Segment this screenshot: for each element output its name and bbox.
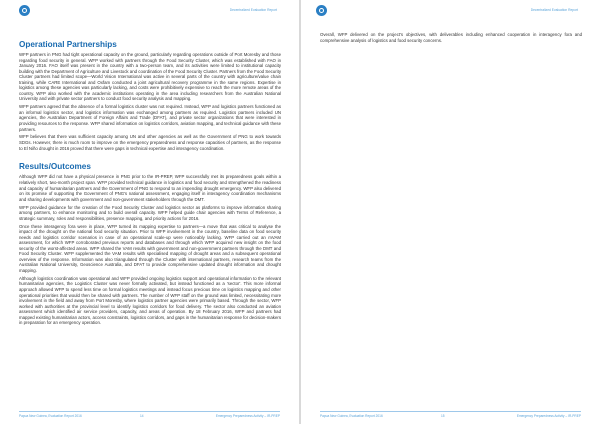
paragraph: Although WFP did not have a physical presence in PNG prior to the IR-PREP, WFP successfully met its preparedness goals within a relatively short, two-month project span. WFP provided technical guidance in logistics and food security and strengthened the readiness and capacity of humanitarian partners and the Government of PNG to respond to an impending drought emergency. WFP also delivered on its promise of supporting the Government of PNG's national assessment, engaging itself in interagency coordination mechanisms and sharing developments with government and non-government stakeholders through the DMT. (19, 174, 281, 202)
running-head: Decentralized Evaluation Report (229, 8, 277, 12)
left-page (0, 0, 299, 424)
paragraph: Although logistics coordination was operational and WFP provided ongoing logistics support and operational information to the relevant humanitarian agencies, the Logistics Cluster was never formally activated, but instead functioned as a 'sector'. This more informal approach allowed WFP to spend less time on formal logistics meetings and instead focus precious time on logistics mapping and other operational priorities that would then be shared with partners. The number of WFP staff on the ground was limited, necessitating more involvement in the field and away from Port Moresby, where logistics partner agencies were primarily based. Through the sector, WFP worked with authorities at the provincial level to identify logistics corridors for food delivery. The sector also conducted an aviation assessment which identified air service providers, capacity, and areas of operation. By 18 February 2016, WFP and partners had mapped existing humanitarian actors, access constraints, logistics corridors, and gaps in the humanitarian response for decision-makers in preparation for an emergency operation. (19, 275, 281, 326)
footer-divider (19, 411, 280, 412)
paragraph: Overall, WFP delivered on the project's objectives, with deliverables including enhanced cooperation in interagency fora and comprehensive analysis of logistics and food security concerns. (320, 32, 582, 43)
wfp-logo-icon (316, 5, 327, 16)
footer-left: Papua New Guinea, Evaluation Report 2016 (320, 414, 383, 418)
left-page-body (19, 40, 281, 328)
paragraph: WFP believes that there was sufficient capacity among UN and other agencies as well as the Government of PNG to work towards SDGs. However, there is much room to improve on the emergency preparedness and response capacities of partners, as the response to El Niño drought in 2016 proved that there were gaps in technical expertise and interagency coordination. (19, 134, 281, 151)
right-page (301, 0, 600, 424)
heading-results-outcomes: Results/Outcomes (19, 162, 91, 172)
right-page-body (320, 32, 582, 45)
footer-right: Emergency Preparedness Activity – IR-PREP (516, 414, 581, 418)
page-number: 15 (441, 414, 445, 418)
heading-operational-partnerships: Operational Partnerships (19, 40, 117, 49)
footer-divider (320, 411, 581, 412)
paragraph: WFP provided guidance for the creation of the Food Security Cluster and logistics sector as platforms to improve information sharing among partners, to enhance monitoring and to build overall capacity. WFP helped guide chair agencies with Terms of Reference, a strategic summary, roles and responsibilities, presence mapping, and priority actions for 2016. (19, 204, 281, 221)
page-number: 14 (140, 414, 144, 418)
paragraph: Once these interagency fora were in place, WFP turned its mapping expertise to partners—a move that was critical to analyse the impact of the drought on the national food security situation. Prior to WFP involvement in the country, baseline data on food security needs and logistics corridor scenarios in case of an operational scale-up were noticeably lacking. WFP carried out an mVAM assessment, for which WFP corroborated previous reports and databases and through which WFP acquired new insight on the food security of the worst-affected areas. WFP shared the VAM results with government and non-government partners through the DMT and Food Security Cluster. WFP supplemented the VAM results with specialised mapping of drought areas and a subsequent operational overview of the response. Information was also triangulated through the Cluster with international partners, research teams from the Australian National University, Geoscience Australia, and DFAT to provide comprehensive updated drought information and drought mapping. (19, 223, 281, 273)
paragraph: WFP partners in PNG had tight operational capacity on the ground, particularly regarding operations outside of Port Moresby and those regarding food security in general. WFP worked with partners through the Food Security Cluster, which was established with FAO in January 2016. FAO itself was present in the country with a two-person team, and its activities were limited to institutional capacity building with the Department of Agriculture and Livestock and coordination of the Food Security Cluster. Partners from the Food Security Cluster partners had limited scope—World Vision International was active in several parts of the country with agriculture/value chain training, while CARE International and Oxfam conducted a joint agricultural recovery programme in the same regions. Expertise in logistics among these agencies was particularly lacking, and costs were prohibitively expensive to reach the more remote areas of the country. WFP also worked with the academic institutions operating in the area including researchers from the Australian National University and with private sector partners to conduct food security analysis and mapping. (19, 52, 281, 102)
footer-right: Emergency Preparedness Activity – IR-PREP (215, 414, 280, 418)
footer-left: Papua New Guinea, Evaluation Report 2016 (19, 414, 82, 418)
paragraph: WFP partners agreed that the absence of a formal logistics cluster was not required. Instead, WFP and logistics partners functioned as an informal logistics sector, and logistics information was exchanged among partners as required. Logistics partners included UN agencies, the Australian Department of Foreign Affairs and Trade (DFAT), and private sector organizations that were interested in providing resources to the response. WFP shared information on logistics corridors, aviation mapping, and technical guidance with these partners. (19, 104, 281, 132)
wfp-logo-icon (19, 5, 30, 16)
running-head: Decentralized Evaluation Report (530, 8, 578, 12)
